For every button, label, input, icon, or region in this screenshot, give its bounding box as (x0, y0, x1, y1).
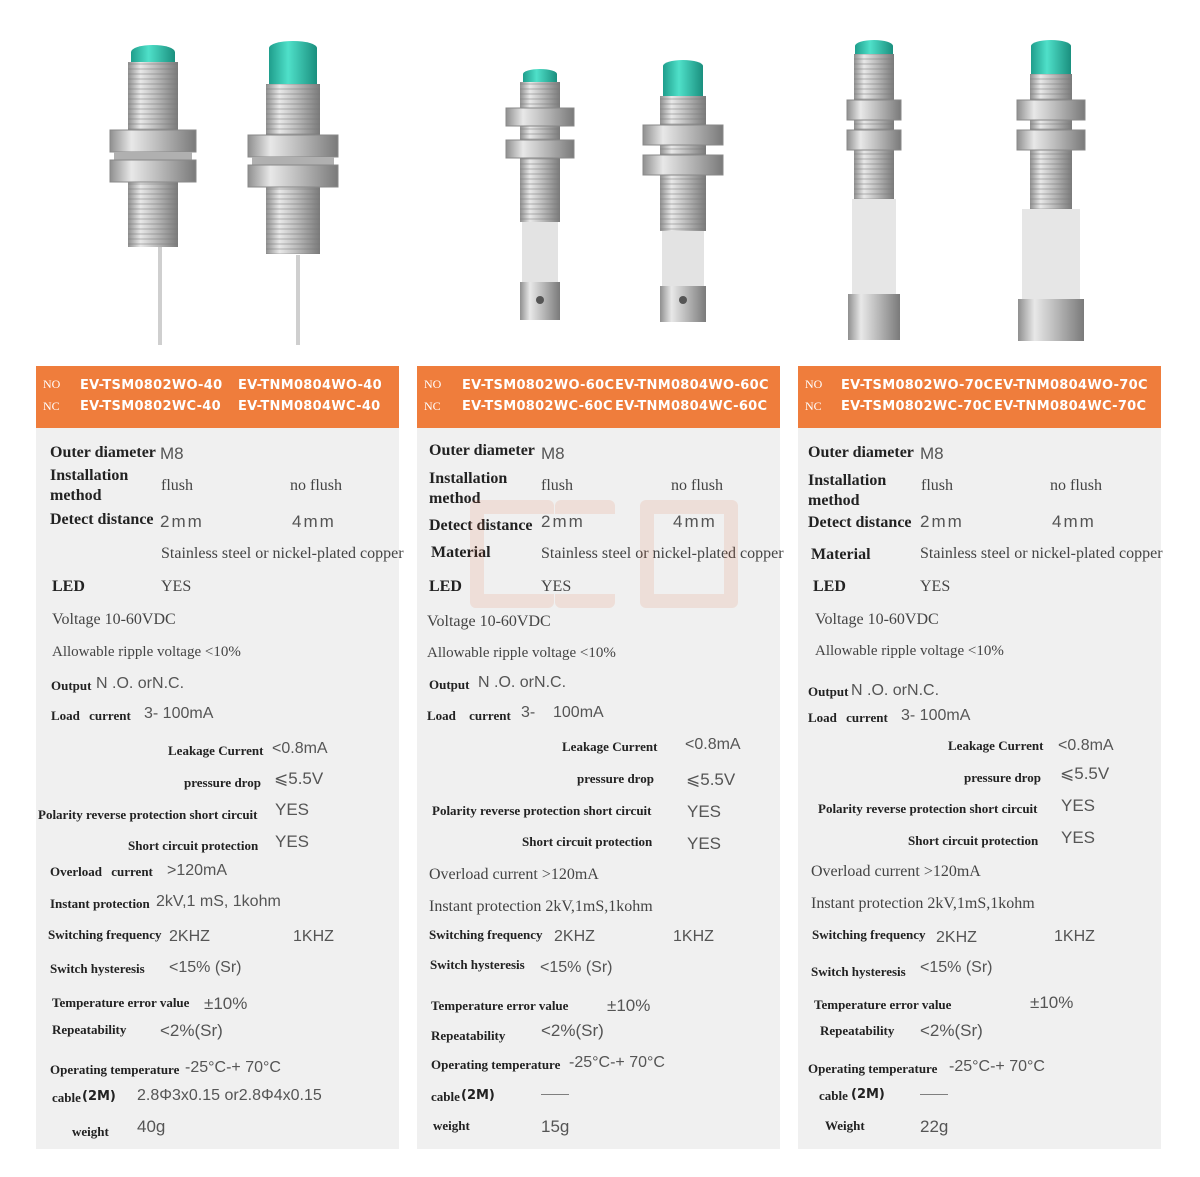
outer-diameter-value: M8 (920, 444, 944, 463)
repeatability-value: <2%(Sr) (160, 1021, 223, 1040)
installation-label: Installation (50, 467, 129, 484)
overload: Overload current >120mA (429, 866, 599, 883)
instant-protection: Instant protection 2kV,1mS,1kohm (811, 895, 1035, 912)
outer-diameter-value: M8 (160, 444, 184, 463)
detect-distance-a: 2mm (920, 512, 964, 531)
detect-distance-label: Detect distance (50, 511, 154, 528)
short-circuit-value: YES (687, 834, 722, 853)
switch-hysteresis-label: Switch hysteresis (50, 961, 145, 976)
operating-temp-value: -25°C-+ 70°C (949, 1058, 1045, 1075)
material-label: Material (431, 544, 491, 561)
instant-protection-label: Instant protection (50, 896, 150, 911)
short-circuit-label: Short circuit protection (908, 833, 1039, 848)
switch-hysteresis-value: <15% (Sr) (169, 959, 242, 976)
ripple: Allowable ripple voltage <10% (52, 644, 241, 660)
leakage-current-value: <0.8mA (1058, 737, 1114, 754)
detect-distance-a: 2mm (160, 512, 204, 531)
sensor-photo-2 (248, 41, 338, 345)
cable-value: —— (920, 1085, 948, 1101)
repeatability-value: <2%(Sr) (541, 1021, 604, 1040)
detect-distance-a: 2mm (541, 512, 585, 531)
detect-distance-b: 4mm (292, 512, 336, 531)
outer-diameter-label: Outer diameter (50, 444, 156, 461)
overload: Overload current >120mA (811, 863, 981, 880)
nc-tag: NC (805, 399, 822, 413)
polarity-label: Polarity reverse protection short circuit (432, 803, 652, 818)
no-tag: NO (43, 377, 61, 391)
overload-label: Overload current (50, 864, 153, 879)
model-nc-a: EV-TSM0802WC-40 (80, 399, 221, 414)
led-label: LED (429, 578, 462, 595)
sensor-photo-4 (643, 60, 723, 322)
polarity-value: YES (275, 800, 310, 819)
watermark-logo (470, 500, 740, 620)
installation-label: Installation (429, 470, 508, 487)
load-current-label: Load current (808, 710, 888, 725)
load-current-label: Load current (427, 708, 511, 723)
install-flush: flush (541, 477, 573, 494)
cable-length-label: (2M) (461, 1088, 495, 1103)
detect-distance-b: 4mm (1052, 512, 1096, 531)
install-no-flush: no flush (1050, 477, 1102, 494)
model-nc-a: EV-TSM0802WC-70C (841, 399, 992, 414)
nc-tag: NC (43, 399, 60, 413)
model-no-b: EV-TNM0804WO-70C (994, 378, 1148, 393)
cable-length-label: (2M) (82, 1089, 116, 1104)
led-value: YES (541, 578, 572, 595)
leakage-current-label: Leakage Current (168, 743, 264, 758)
output-label: Output (51, 678, 92, 693)
pressure-drop-label: pressure drop (964, 770, 1041, 785)
material-value: Stainless steel or nickel-plated copper (541, 545, 784, 562)
pressure-drop-value: ⩽5.5V (686, 770, 736, 789)
switching-frequency-b: 1KHZ (293, 928, 334, 945)
switch-hysteresis-label: Switch hysteresis (811, 964, 906, 979)
temp-error-label: Temperature error value (52, 995, 190, 1010)
operating-temp-label: Operating temperature (808, 1061, 938, 1076)
switching-frequency-label: Switching frequency (429, 927, 543, 942)
weight-value: 15g (541, 1117, 570, 1136)
temp-error-value: ±10% (1030, 993, 1074, 1012)
operating-temp-label: Operating temperature (431, 1057, 561, 1072)
model-header (36, 366, 399, 428)
sensor-photo-3 (506, 69, 574, 320)
cable-value: —— (541, 1085, 569, 1101)
weight-label: Weight (825, 1118, 865, 1133)
switching-frequency-a: 2KHZ (169, 928, 210, 945)
switching-frequency-a: 2KHZ (554, 928, 595, 945)
output-value: N .O. orN.C. (851, 682, 940, 699)
spec-column-2 (417, 366, 784, 1149)
load-current-label: Load current (51, 708, 131, 723)
nc-tag: NC (424, 399, 441, 413)
model-no-b: EV-TNM0804WO-40 (238, 378, 382, 393)
outer-diameter-label: Outer diameter (808, 444, 914, 461)
short-circuit-label: Short circuit protection (522, 834, 653, 849)
model-no-a: EV-TSM0802WO-40 (80, 378, 223, 393)
method-label: method (429, 490, 481, 507)
material-value: Stainless steel or nickel-plated copper (920, 545, 1163, 562)
sensor-photo-1 (110, 45, 196, 345)
model-nc-b: EV-TNM0804WC-70C (994, 399, 1147, 414)
spec-column-1 (36, 366, 404, 1149)
weight-label: weight (433, 1118, 470, 1133)
temp-error-value: ±10% (204, 994, 248, 1013)
install-no-flush: no flush (290, 477, 342, 494)
repeatability-label: Repeatability (52, 1022, 127, 1037)
cable-label: cable (52, 1090, 81, 1105)
installation-label: Installation (808, 472, 887, 489)
load-current-value: 3- 100mA (521, 704, 604, 721)
method-label: method (808, 492, 860, 509)
polarity-value: YES (687, 802, 722, 821)
pressure-drop-label: pressure drop (184, 775, 261, 790)
temp-error-value: ±10% (607, 996, 651, 1015)
switch-hysteresis-value: <15% (Sr) (920, 959, 993, 976)
operating-temp-value: -25°C-+ 70°C (185, 1059, 281, 1076)
cable-label: cable (819, 1088, 848, 1103)
load-current-value: 3- 100mA (901, 707, 971, 724)
voltage: Voltage 10-60VDC (427, 613, 551, 630)
outer-diameter-label: Outer diameter (429, 442, 535, 459)
switch-hysteresis-label: Switch hysteresis (430, 957, 525, 972)
temp-error-label: Temperature error value (814, 997, 952, 1012)
repeatability-label: Repeatability (820, 1023, 895, 1038)
switching-frequency-b: 1KHZ (1054, 928, 1095, 945)
instant-protection: Instant protection 2kV,1mS,1kohm (429, 898, 653, 915)
output-label: Output (808, 684, 849, 699)
led-label: LED (813, 578, 846, 595)
short-circuit-value: YES (1061, 828, 1096, 847)
detect-distance-b: 4mm (673, 512, 717, 531)
ripple: Allowable ripple voltage <10% (815, 643, 1004, 659)
sensor-photo-6 (1017, 40, 1085, 341)
led-label: LED (52, 578, 85, 595)
weight-value: 22g (920, 1117, 949, 1136)
leakage-current-value: <0.8mA (272, 740, 328, 757)
switching-frequency-b: 1KHZ (673, 928, 714, 945)
switch-hysteresis-value: <15% (Sr) (540, 959, 613, 976)
model-no-a: EV-TSM0802WO-60C (462, 378, 615, 393)
install-no-flush: no flush (671, 477, 723, 494)
method-label: method (50, 487, 102, 504)
switching-frequency-label: Switching frequency (812, 927, 926, 942)
switching-frequency-a: 2KHZ (936, 929, 977, 946)
model-nc-b: EV-TNM0804WC-60C (615, 399, 768, 414)
output-label: Output (429, 677, 470, 692)
sensor-photo-5 (847, 40, 901, 340)
model-no-a: EV-TSM0802WO-70C (841, 378, 994, 393)
polarity-label: Polarity reverse protection short circuit (818, 801, 1038, 816)
voltage: Voltage 10-60VDC (815, 611, 939, 628)
pressure-drop-label: pressure drop (577, 771, 654, 786)
instant-protection-value: 2kV,1 mS, 1kohm (156, 893, 281, 910)
temp-error-label: Temperature error value (431, 998, 569, 1013)
pressure-drop-value: ⩽5.5V (1060, 764, 1110, 783)
cable-label: cable (431, 1089, 460, 1104)
short-circuit-label: Short circuit protection (128, 838, 259, 853)
load-current-value: 3- 100mA (144, 705, 214, 722)
cable-length-label: (2M) (851, 1087, 885, 1102)
polarity-value: YES (1061, 796, 1096, 815)
overload-value: >120mA (167, 862, 228, 879)
repeatability-label: Repeatability (431, 1028, 506, 1043)
operating-temp-label: Operating temperature (50, 1062, 180, 1077)
leakage-current-label: Leakage Current (562, 739, 658, 754)
leakage-current-value: <0.8mA (685, 736, 741, 753)
detect-distance-label: Detect distance (808, 514, 912, 531)
material-value: Stainless steel or nickel-plated copper (161, 545, 404, 562)
outer-diameter-value: M8 (541, 444, 565, 463)
install-flush: flush (161, 477, 193, 494)
polarity-label: Polarity reverse protection short circuit (38, 807, 258, 822)
no-tag: NO (805, 377, 823, 391)
repeatability-value: <2%(Sr) (920, 1021, 983, 1040)
led-value: YES (161, 578, 192, 595)
spec-column-3 (798, 366, 1161, 1149)
install-flush: flush (921, 477, 953, 494)
pressure-drop-value: ⩽5.5V (274, 769, 324, 788)
voltage: Voltage 10-60VDC (52, 611, 176, 628)
operating-temp-value: -25°C-+ 70°C (569, 1054, 665, 1071)
weight-value: 40g (137, 1117, 166, 1136)
output-value: N .O. orN.C. (478, 674, 567, 691)
model-nc-a: EV-TSM0802WC-60C (462, 399, 613, 414)
model-header (798, 366, 1161, 428)
model-no-b: EV-TNM0804WO-60C (615, 378, 769, 393)
model-nc-b: EV-TNM0804WC-40 (238, 399, 381, 414)
material-label: Material (811, 546, 871, 563)
product-photos (0, 0, 1200, 360)
no-tag: NO (424, 377, 442, 391)
ripple: Allowable ripple voltage <10% (427, 645, 616, 661)
led-value: YES (920, 578, 951, 595)
output-value: N .O. orN.C. (96, 675, 185, 692)
weight-label: weight (72, 1124, 109, 1139)
leakage-current-label: Leakage Current (948, 738, 1044, 753)
short-circuit-value: YES (275, 832, 310, 851)
model-header (417, 366, 780, 428)
switching-frequency-label: Switching frequency (48, 927, 162, 942)
cable-value: 2.8Φ3x0.15 or2.8Φ4x0.15 (137, 1087, 322, 1104)
detect-distance-label: Detect distance (429, 517, 533, 534)
